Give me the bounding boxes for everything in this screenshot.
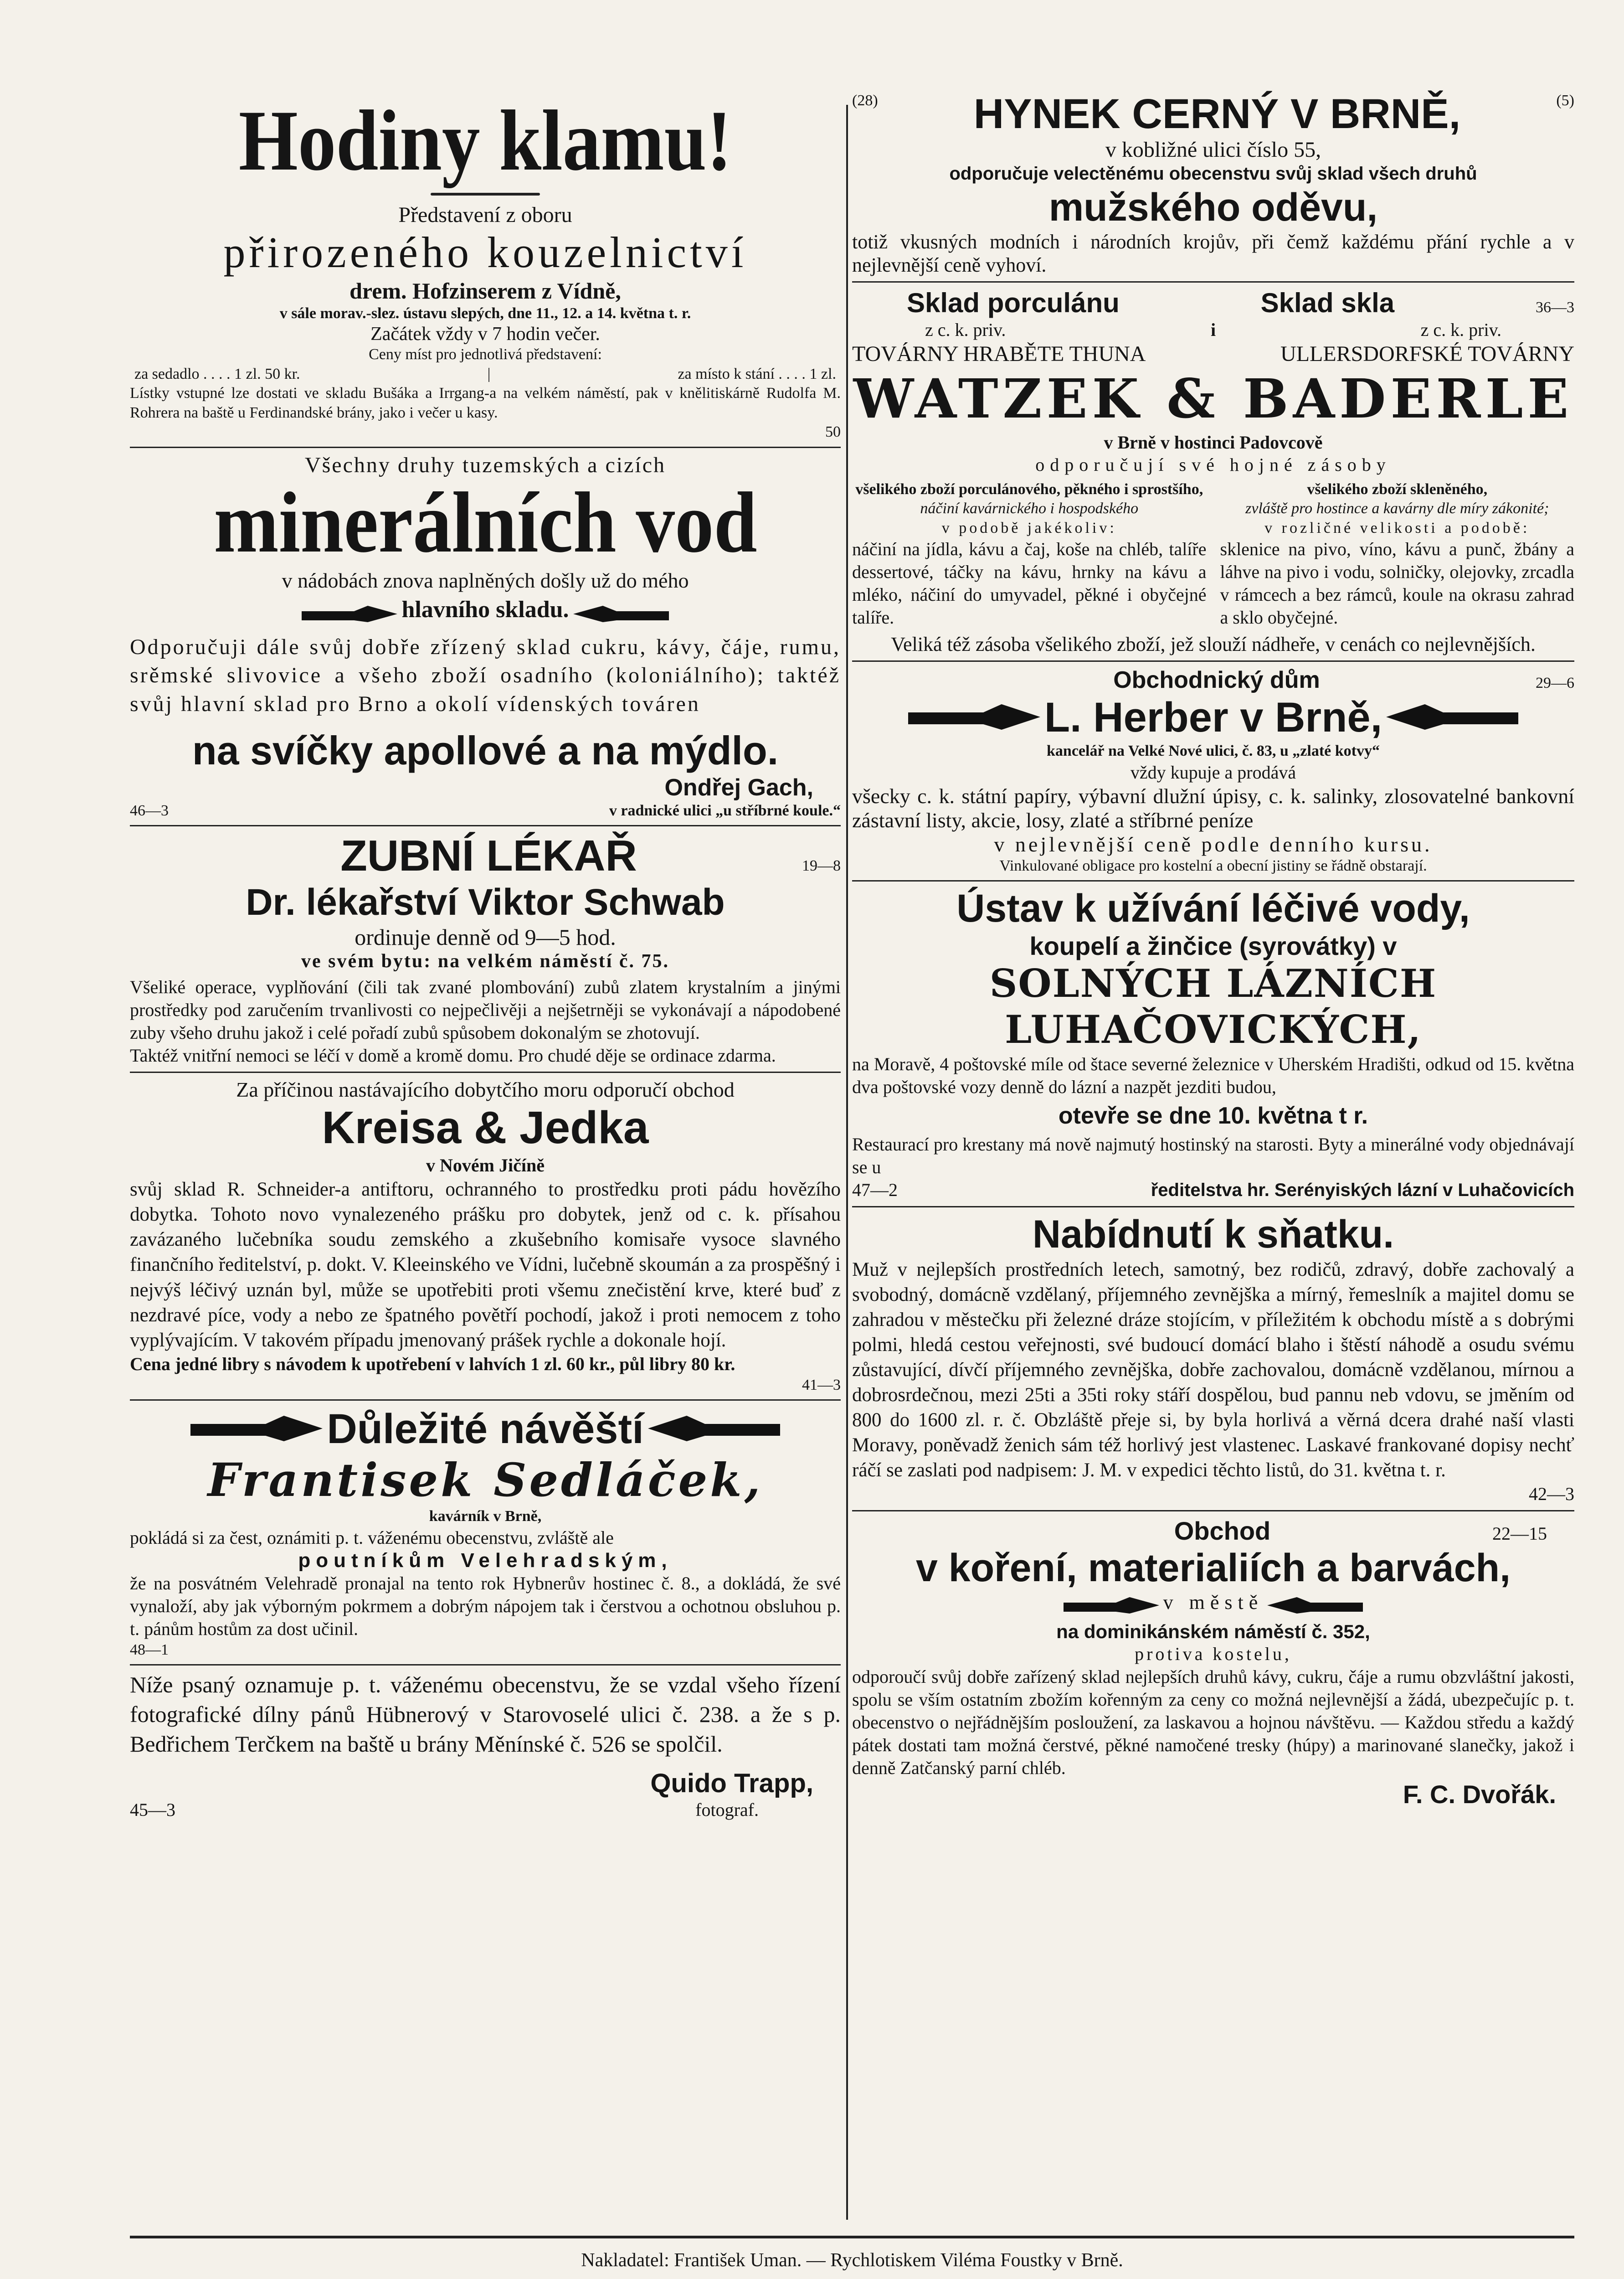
zubni-title-row <box>130 831 841 881</box>
footer-rule <box>130 2236 1574 2238</box>
dulezite-body1: pokládá si za čest, oznámiti p. t. váženému obecenstvu, zvláště ale <box>130 1527 614 1548</box>
watzek-place: v Brně v hostinci Padovcově <box>1104 432 1323 453</box>
mineral-footer-row <box>130 801 841 821</box>
dulezite-name: Frantisek Sedláček, <box>207 1453 763 1507</box>
dulezite-role: kavárník v Brně, <box>429 1508 542 1525</box>
hodiny-venue: v sále morav.-slez. ústavu slepých, dne 11., 12. a 14. května t. r. <box>279 304 691 322</box>
dvorak-addr: na dominikánském náměstí č. 352, <box>1056 1621 1370 1643</box>
watzek-right-factory: ULLERSDORFSKÉ TOVÁRNY <box>1280 342 1574 366</box>
dvorak-body: odporoučí svůj dobře zařízený sklad nejlepších druhů kávy, cukru, čáje a rumu obzvláštní jakosti, spolu se vším ostatním zbožím kořenným za ceny co možná nejlevnější a žádá, ubezpečujíc p. t. obecenstvo o nejřádnějším posloužení, za laskavou a hojnou návštěvu. — Každou středu a každý pátek dostati tam možná čerstvé, pěkné namočené tresky (húpy) a marinované slanečky, jakož i denně Zatčanský parní chléb. <box>852 1666 1574 1779</box>
trapp-num: 45—3 <box>130 1799 175 1820</box>
dvorak-num: 22—15 <box>1492 1523 1547 1544</box>
ustav-body: na Moravě, 4 poštovské míle od štace severné železnice v Uherském Hradišti, odkud od 15. května dva poštovské vozy denně do lázní a nazpět jezditi budou, <box>852 1053 1574 1097</box>
pointing-hand-right-icon <box>906 700 1043 736</box>
mineral-intro: Všechny druhy tuzemských a cizích <box>304 453 666 477</box>
zubni-hours: ordinuje denně od 9—5 hod. <box>355 924 616 950</box>
ustav-sub: koupelí a žinčice (syrovátky) v <box>1029 932 1397 961</box>
zubni-body2: Taktéž vnitřní nemoci se léčí v domě a kromě domu. Pro chudé děje se ordinace zdarma. <box>130 1045 776 1066</box>
dulezite-body3: že na posvátném Velehradě pronajal na tento rok Hybnerův hostinec č. 8., a dokládá, že své vynaloží, aby jak výborným pokrmem a dobrým nápojem tak i čerstvou a ochotnou obsluhou p. t. pánům hostům za dost učinil. <box>130 1573 841 1639</box>
watzek-l1: všelikého zboží porculánového, pěkného i sprostšího, <box>855 480 1203 498</box>
price-seat: za sedadlo . . . . 1 zl. 50 kr. <box>134 365 300 382</box>
ad-mineral <box>130 453 841 821</box>
cerny-body: totiž vkusných modních i národních krojův, při čemž každému přání rychle a v nejlevnější ceně vyhoví. <box>852 231 1574 277</box>
hodiny-title: Hodiny klamu! <box>238 93 732 189</box>
hodiny-prices-title: Ceny míst pro jednotlivá představení: <box>369 346 602 363</box>
mineral-addr: v radnické ulici „u stříbrné koule.“ <box>609 802 841 819</box>
dvorak-headline: v koření, materialiích a barvách, <box>916 1546 1511 1590</box>
pointing-hand-right-icon <box>1061 1593 1161 1621</box>
rule <box>852 660 1574 662</box>
watzek-priv-left: z c. k. priv. <box>925 320 1006 340</box>
dvorak-title-row <box>852 1516 1574 1546</box>
dvorak-title: Obchod <box>1174 1516 1271 1546</box>
watzek-r1: všelikého zboží skleněného, <box>1307 480 1488 498</box>
watzek-name: WATZEK & BADERLE <box>853 367 1573 431</box>
ustav-sign: ředitelstva hr. Serényiských lázní v Luhačovicích <box>1151 1180 1574 1200</box>
herber-body2: v nejlevnější ceně podle denního kursu. <box>994 832 1433 856</box>
hodiny-headline: přirozeného kouzelnictví <box>223 227 747 277</box>
price-divider: | <box>487 365 491 382</box>
trapp-signer: Quido Trapp, <box>650 1769 813 1799</box>
watzek-bottom: Veliká též zásoba všelikého zboží, jež slouží nádheře, v cenách co nejlevnějších. <box>891 633 1536 656</box>
dulezite-num: 48—1 <box>130 1641 169 1658</box>
ustav-name: SOLNÝCH LÁZNÍCH LUHAČOVICKÝCH, <box>989 961 1437 1052</box>
cerny-title-row <box>852 91 1574 137</box>
kreisa-headline: Kreisa & Jedka <box>322 1102 649 1154</box>
zubni-body: Všeliké operace, vyplňování (čili tak zvané plombování) zubů zlatem krystalním a jinými prostředky pod zaručením trvanlivosti co nejpečlivěji a nejšetrněji se vykonávají a nápodobené zuby všeho druhu jakož i celé pořadí zubů spůsobem dokonalým se zhotovují. <box>130 977 841 1043</box>
mineral-line2: hlavního skladu. <box>401 597 569 623</box>
watzek-r2: zvláště pro hostince a kavárny dle míry zákonité; <box>1245 500 1549 517</box>
pointing-hand-left-icon <box>1265 1593 1365 1621</box>
hodiny-prices <box>130 365 841 384</box>
ad-hodiny-klamu <box>130 93 841 442</box>
rule <box>130 1072 841 1073</box>
herber-buys: vždy kupuje a prodává <box>1130 762 1296 783</box>
ustav-body2: Restaurací pro krestany má nově najmutý hostinský na starosti. Byty a minerálné vody objednávají se u <box>852 1134 1574 1177</box>
ad-herber <box>852 666 1574 876</box>
cerny-num-left: (28) <box>852 92 878 109</box>
hodiny-sub: Představení z oboru <box>398 202 572 227</box>
rule <box>130 447 841 448</box>
watzek-priv-right: z c. k. priv. <box>1420 320 1501 340</box>
snatek-body: Muž v nejlepších prostředních letech, samotný, bez rodičů, zdravý, dobře zachovalý a svobodný, domácně vzdělaný, příjemného zevnějška a mírný, řemeslník a majitel domu se zahradou v městečku při železné dráze stojícím, v příležitém k obchodu místě a s dobrými polmi, hledá cestou veřejnosti, své budoucí domácí blaho i štěstí náhodě a osudu svému zůstavující, dívčí příjemného zevnějška, dobře zachovalou, domácně vzdělanou, mírnou a dobrosrdečnou, mezi 25ti a 35ti roky stáří dospělou, bud pannu neb vdovu, se jměním od 800 do 1600 zl. r. č. Obzláště přeje si, by byla horlivá a věrná dcera drahé naší vlasti Moravy, poněvadž ženich sám též horlivý jest vlastenec. Laskavé frankované dopisy nechť ráčí se zaslati pod nadpisem: J. M. v expedici těchto listů, do 31. května t. r. <box>852 1258 1574 1481</box>
ad-dvorak <box>852 1516 1574 1809</box>
watzek-left-factory: TOVÁRNY HRABĚTE THUNA <box>852 342 1146 366</box>
watzek-r4: sklenice na pivo, víno, kávu a punč, žbány a láhve na pivo i vodu, solničky, olejovky, zrcadla v rámcech a bez rámců, koule na okrasu zahrad a sklo obyčejné. <box>1220 539 1574 628</box>
watzek-right-col <box>1220 480 1575 629</box>
watzek-r3: v rozličné velikosti a podobě: <box>1264 519 1530 536</box>
herber-title-row <box>852 666 1574 694</box>
kreisa-place: v Novém Jičíně <box>426 1155 545 1176</box>
zubni-place: ve svém bytu: na velkém náměstí č. 75. <box>301 951 670 972</box>
rule <box>852 1510 1574 1511</box>
mineral-num: 46—3 <box>130 802 169 819</box>
rule <box>852 281 1574 283</box>
dvorak-city-row <box>852 1591 1574 1621</box>
zubni-name: Dr. lékařství Viktor Schwab <box>246 882 725 923</box>
watzek-titles <box>852 287 1574 319</box>
ustav-num: 47—2 <box>852 1179 898 1200</box>
mineral-line2-row <box>130 596 841 629</box>
zubni-num: 19—8 <box>802 857 841 875</box>
cerny-title: HYNEK CERNÝ V BRNĚ, <box>973 91 1461 137</box>
watzek-right-title: Sklad skla <box>1260 288 1395 319</box>
left-column <box>130 91 841 1821</box>
ad-zubni-lekar <box>130 831 841 1067</box>
ad-kreisa-jedka <box>130 1078 841 1395</box>
trapp-footer-row <box>130 1799 841 1821</box>
herber-addr: kancelář na Velké Nové ulici, č. 83, u „zlaté kotvy“ <box>1047 742 1380 760</box>
right-column <box>852 91 1574 1809</box>
pointing-hand-left-icon <box>1384 700 1521 736</box>
watzek-left-col <box>852 480 1207 629</box>
footer: Nakladatel: František Uman. — Rychlotiskem Viléma Foustky v Brně. <box>581 2250 1123 2271</box>
herber-title: Obchodnický dům <box>1113 667 1320 694</box>
herber-body: všecky c. k. státní papíry, výbavní dlužní úpisy, c. k. salinky, zlosovatelné bankovní zástavní listy, akcie, losy, zlaté a stříbrné peníze <box>852 784 1574 832</box>
mineral-signer: Ondřej Gach, <box>664 774 813 801</box>
ad-watzek-baderle <box>852 287 1574 656</box>
ad-trapp <box>130 1670 841 1821</box>
dulezite-title-row <box>130 1405 841 1453</box>
snatek-num: 42—3 <box>1529 1484 1574 1505</box>
cerny-num-right: (5) <box>1556 92 1574 109</box>
cerny-headline: mužského oděvu, <box>1048 186 1378 230</box>
mineral-headline: minerálních vod <box>213 474 757 571</box>
hodiny-tickets: Lístky vstupné lze dostati ve skladu Bušáka a Irrgang-a na velkém náměstí, pak v knělitiskárně Rudolfa M. Rohrera na baště u Ferdinandské brány, jako i večer u kasy. <box>130 385 841 421</box>
ad-dulezite-navesti <box>130 1405 841 1660</box>
ustav-opens: otevře se dne 10. května t r. <box>1058 1102 1368 1129</box>
herber-name-row <box>852 694 1574 742</box>
watzek-num: 36—3 <box>1535 299 1574 316</box>
cerny-addr: v kobližné ulici číslo 55, <box>1105 138 1321 162</box>
ad-snatek <box>852 1212 1574 1506</box>
trapp-body: Níže psaný oznamuje p. t. váženému obecenstvu, že se vzdal všeho řízení fotografické dílny pánů Hübnerový v Starovoselé ulici č. 238. a že s p. Bedřichem Terčkem na baště u brány Měnínské č. 526 se spolčil. <box>130 1672 841 1757</box>
watzek-sep: i <box>1210 320 1216 340</box>
watzek-left-title: Sklad porculánu <box>907 288 1120 319</box>
watzek-l4: náčiní na jídla, kávu a čaj, koše na chléb, talíře dessertové, táčky na kávu, hrnky na kávu a mléko, náčiní do umyvadel, pěkné i obyčejné talíře. <box>852 539 1207 628</box>
mineral-line1: v nádobách znova naplněných došly už do mého <box>282 569 689 593</box>
rule <box>130 825 841 826</box>
watzek-factories <box>852 341 1574 366</box>
mineral-headline2: na svíčky apollové a na mýdlo. <box>192 727 779 773</box>
watzek-offer: odporučují své hojné zásoby <box>1035 454 1391 475</box>
watzek-l3: v podobě jakékoliv: <box>941 519 1117 536</box>
dvorak-signer: F. C. Dvořák. <box>1403 1780 1556 1809</box>
column-divider <box>846 105 848 2220</box>
ad-hynek-cerny <box>852 91 1574 277</box>
watzek-two-cols <box>852 480 1574 629</box>
dvorak-opp: protiva kostelu, <box>1135 1644 1292 1665</box>
rule <box>852 880 1574 882</box>
dvorak-city: v městě <box>1163 1591 1264 1614</box>
hodiny-start: Začátek vždy v 7 hodin večer. <box>370 324 600 345</box>
ustav-footer-row <box>852 1179 1574 1201</box>
zubni-title: ZUBNÍ LÉKAŘ <box>340 831 637 881</box>
pointing-hand-left-icon <box>646 1411 782 1448</box>
hodiny-num: 50 <box>825 423 841 441</box>
ad-luhacovice <box>852 886 1574 1201</box>
snatek-title: Nabídnutí k sňatku. <box>1032 1212 1394 1256</box>
hodiny-by: drem. Hofzinserem z Vídně, <box>349 278 621 304</box>
dulezite-title: Důležité návěští <box>327 1406 644 1453</box>
watzek-priv-row <box>852 319 1574 341</box>
herber-name: L. Herber v Brně, <box>1044 694 1382 741</box>
watzek-l2: náčiní kavárnického i hospodského <box>920 500 1139 517</box>
pointing-hand-left-icon <box>571 602 671 629</box>
kreisa-intro: Za příčinou nastávajícího dobytčího moru odporučí obchod <box>236 1078 735 1102</box>
kreisa-body: svůj sklad R. Schneider-a antiftoru, ochranného to prostředku proti pádu hovězího dobytka. Tohoto novo vynalezeného prášku pro dobytek, jenž od c. k. přísahou zavázaného lučebníka soudu zemského a zkušebního komisaře vysoce slavného finančního ředitelství, p. dokt. V. Kleeinského ve Vídni, lučebně skoumán a za prospěšný i nejvýš léčivý uznán byl, může se upotřebiti proti všemu znečistění krve, které buď z nezdravé píce, vody a nebo ze špatného povětří pochodí, jakož i proti nemocem z toho vyplývajícím. V takovém případu jmenovaný prášek rychle a dokonale hojí. <box>130 1179 841 1351</box>
pointing-hand-right-icon <box>188 1411 325 1448</box>
rule <box>852 1206 1574 1207</box>
cerny-line: odporučuje velectěnému obecenstvu svůj sklad všech druhů <box>949 164 1477 184</box>
kreisa-num: 41—3 <box>802 1376 841 1393</box>
herber-note: Vinkulované obligace pro kostelní a obecní jistiny se řádně obstarají. <box>999 857 1427 874</box>
pointing-hand-right-icon <box>299 602 400 629</box>
dulezite-body2: poutníkům Velehradským, <box>298 1549 673 1572</box>
rule <box>130 1399 841 1401</box>
mineral-body: Odporučuji dále svůj dobře zřízený sklad cukru, kávy, čáje, rumu, srěmské slivovice a všeho zboží osadního (koloniálního); taktéž svůj hlavní sklad pro Brno a okolí vídenských továren <box>130 634 841 716</box>
ornament-divider <box>431 193 540 196</box>
ustav-title: Ústav k užívání léčivé vody, <box>956 887 1470 931</box>
trapp-role: fotograf. <box>695 1799 759 1820</box>
rule <box>130 1664 841 1665</box>
price-stand: za místo k stání . . . . 1 zl. <box>678 365 836 382</box>
herber-num: 29—6 <box>1535 675 1574 692</box>
kreisa-price: Cena jedné libry s návodem k upotřebení v lahvích 1 zl. 60 kr., půl libry 80 kr. <box>130 1353 735 1374</box>
